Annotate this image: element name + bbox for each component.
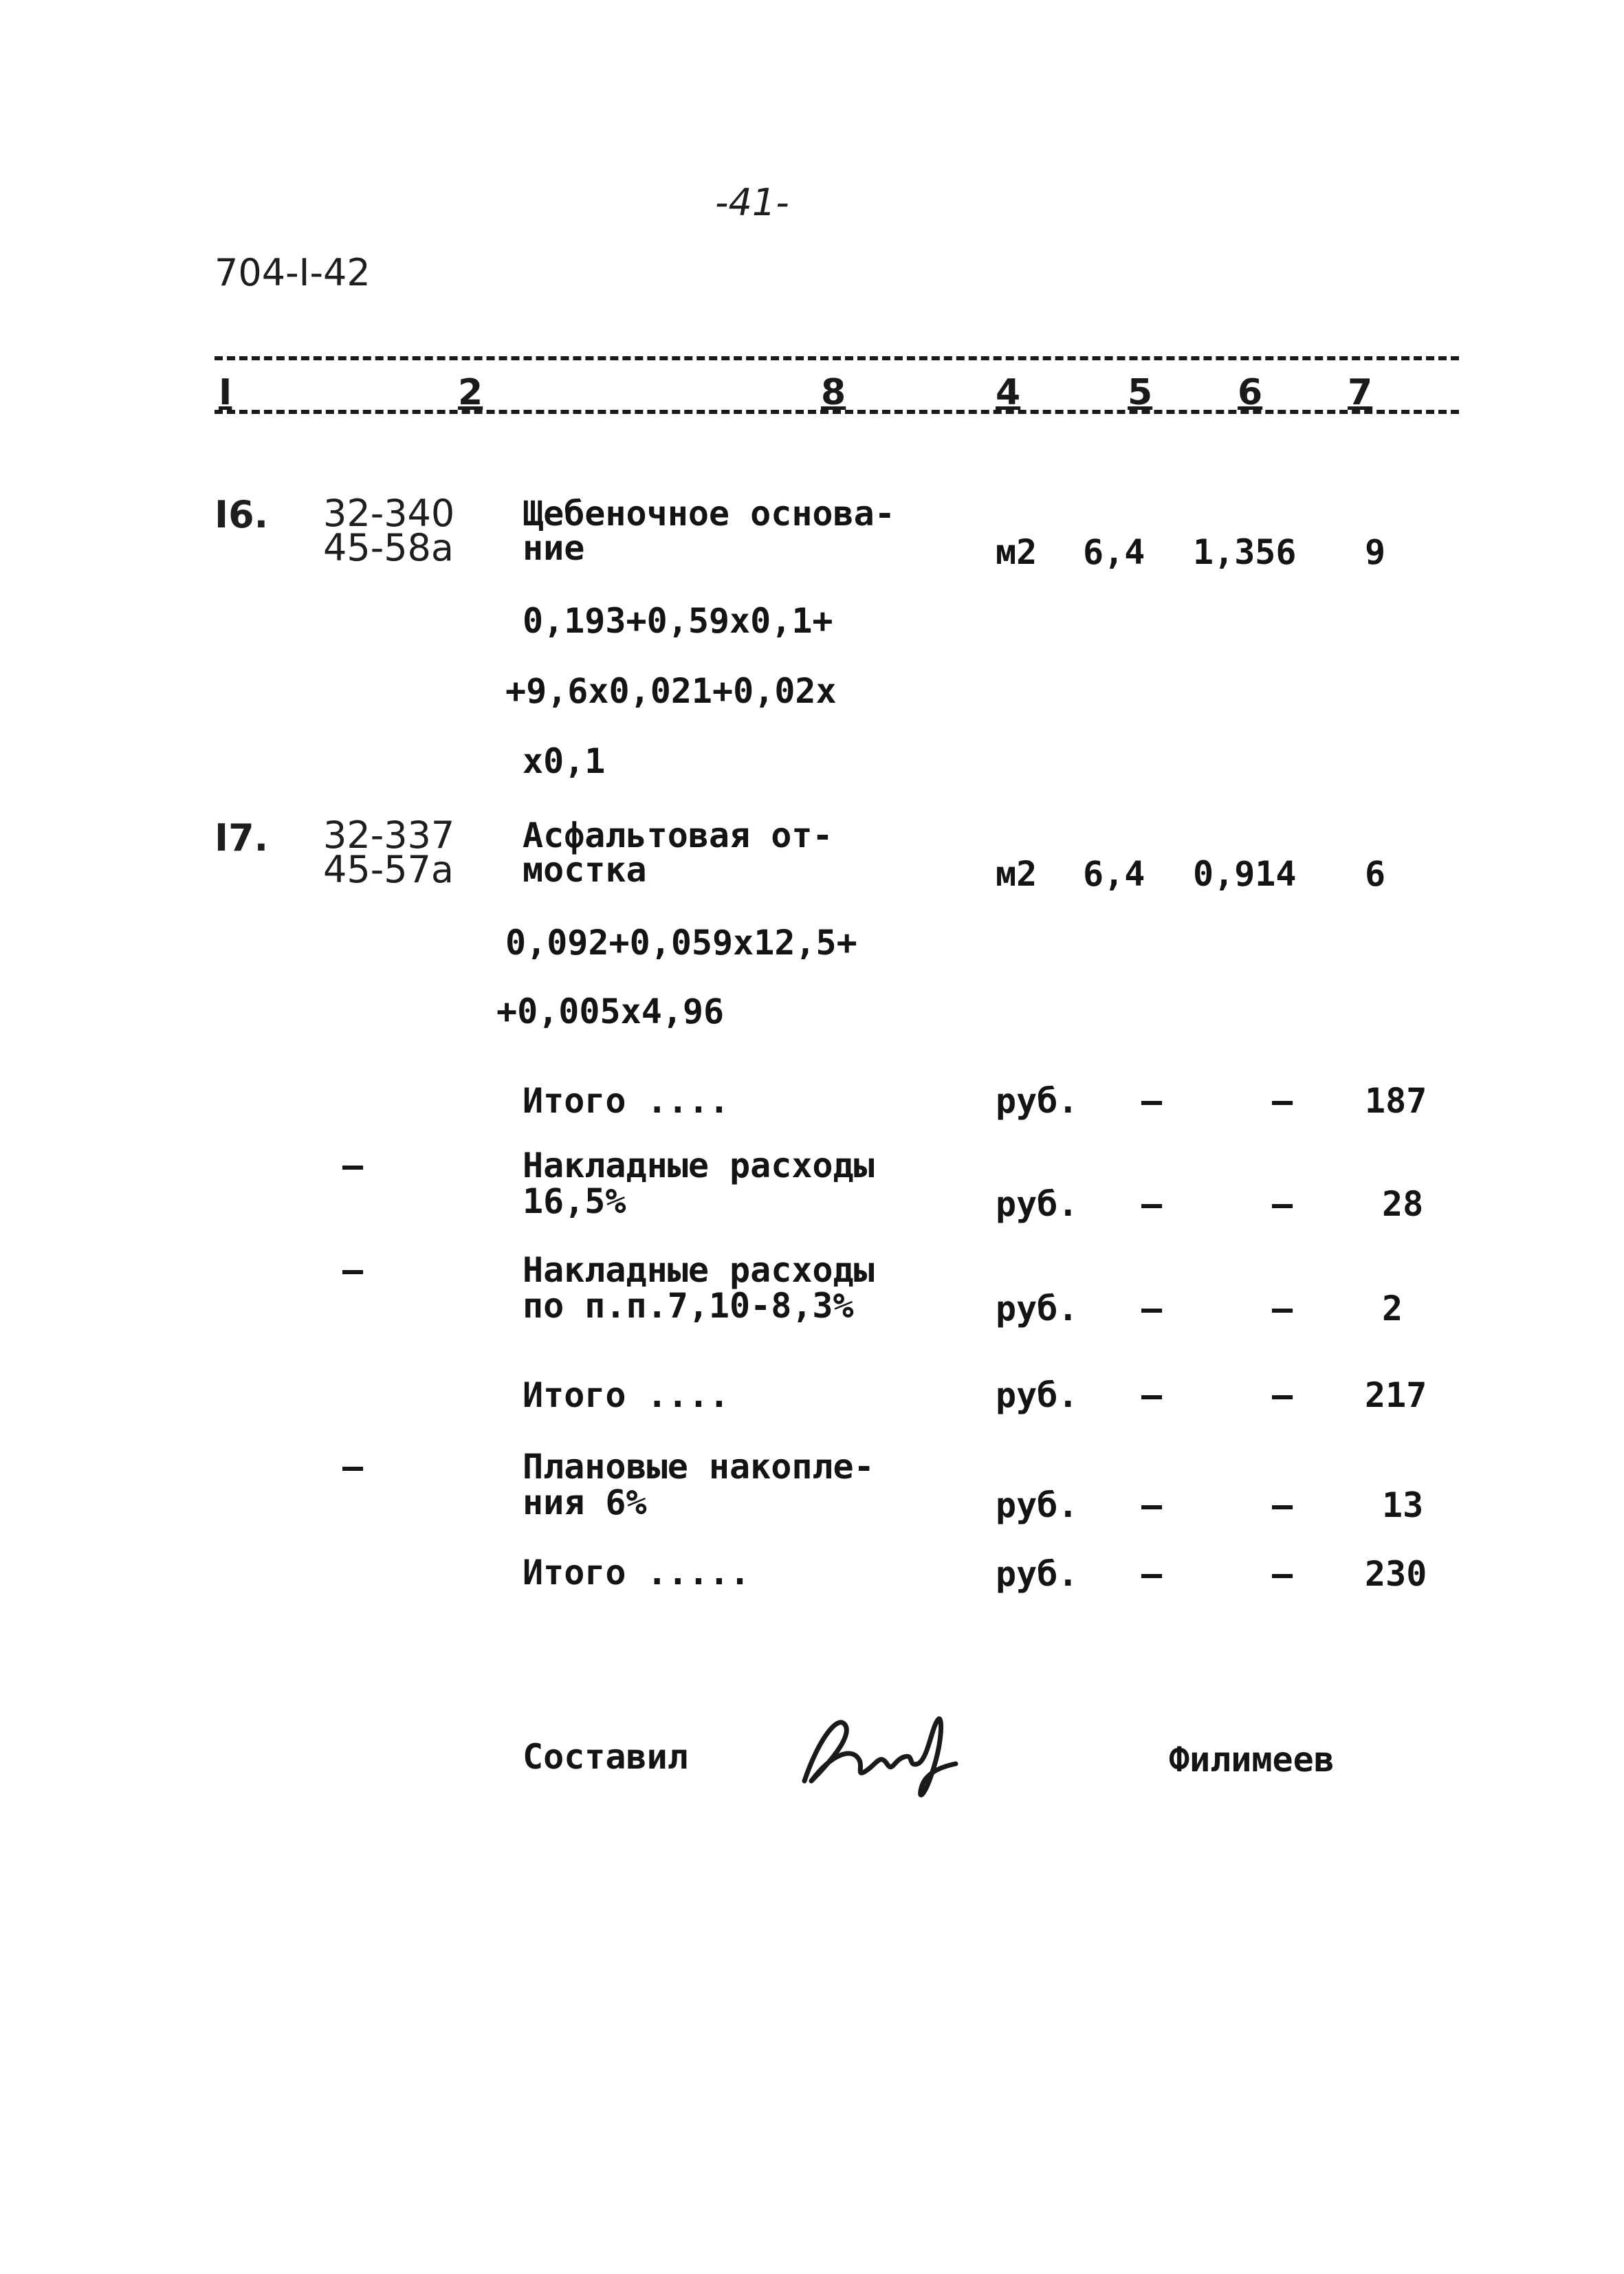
- summary-label-continued: 16,5%: [523, 1181, 626, 1221]
- summary-mark: —: [342, 1250, 364, 1290]
- summary-dash-col6: —: [1272, 1554, 1293, 1594]
- summary-total: 187: [1365, 1081, 1427, 1121]
- summary-total: 217: [1365, 1375, 1427, 1415]
- item-total: 9: [1365, 532, 1386, 572]
- item-name: Асфальтовая от-: [523, 816, 833, 855]
- summary-unit: руб.: [996, 1184, 1079, 1224]
- summary-label: Накладные расходы: [523, 1146, 875, 1185]
- item-formula-line: x0,1: [523, 741, 606, 781]
- summary-unit: руб.: [996, 1289, 1079, 1329]
- summary-label-continued: по п.п.7,10-8,3%: [523, 1286, 854, 1326]
- summary-label: Итого .....: [523, 1553, 751, 1593]
- item-quantity: 6,4: [1083, 532, 1145, 572]
- summary-label: Итого ....: [523, 1081, 730, 1121]
- item-name: Щебеночное основа-: [523, 494, 895, 534]
- summary-mark: —: [342, 1447, 364, 1487]
- item-unit: м2: [996, 854, 1038, 894]
- item-number: I7.: [215, 816, 269, 860]
- summary-dash-col6: —: [1272, 1375, 1293, 1415]
- summary-label-continued: ния 6%: [523, 1483, 647, 1522]
- summary-total: 28: [1382, 1184, 1424, 1224]
- item-total: 6: [1365, 854, 1386, 894]
- item-formula-line: 0,092+0,059x12,5+: [505, 923, 857, 963]
- item-formula-line: +9,6x0,021+0,02x: [505, 671, 837, 711]
- summary-dash-col5: —: [1141, 1184, 1163, 1224]
- header-rule-top: [215, 356, 1459, 360]
- document-code: 704-I-42: [215, 251, 371, 294]
- column-number-4: 4: [996, 372, 1021, 413]
- item-name-continued: ние: [523, 528, 585, 568]
- summary-unit: руб.: [996, 1081, 1079, 1121]
- summary-dash-col6: —: [1272, 1184, 1293, 1224]
- item-number: I6.: [215, 493, 269, 536]
- item-code: 32-340: [323, 492, 455, 535]
- summary-dash-col5: —: [1141, 1485, 1163, 1525]
- column-number-7: 7: [1348, 372, 1373, 413]
- column-number-6: 6: [1238, 372, 1263, 413]
- summary-unit: руб.: [996, 1485, 1079, 1525]
- summary-total: 13: [1382, 1485, 1424, 1525]
- item-formula-line: 0,193+0,59x0,1+: [523, 601, 833, 641]
- page-number: -41-: [715, 181, 789, 224]
- column-number-1: I: [219, 372, 232, 413]
- summary-label: Накладные расходы: [523, 1250, 875, 1290]
- summary-dash-col6: —: [1272, 1081, 1293, 1121]
- item-name-continued: мостка: [523, 850, 647, 890]
- item-code-secondary: 45-58a: [323, 526, 454, 569]
- item-unit: м2: [996, 532, 1038, 572]
- item-formula-line: +0,005x4,96: [496, 992, 725, 1031]
- item-price: 0,914: [1193, 854, 1297, 894]
- summary-mark: —: [342, 1146, 364, 1185]
- item-code: 32-337: [323, 813, 455, 857]
- summary-total: 230: [1365, 1554, 1427, 1594]
- column-number-2: 2: [458, 372, 483, 413]
- column-number-5: 5: [1128, 372, 1153, 413]
- summary-dash-col6: —: [1272, 1485, 1293, 1525]
- summary-dash-col5: —: [1141, 1554, 1163, 1594]
- summary-label: Итого ....: [523, 1375, 730, 1415]
- summary-dash-col5: —: [1141, 1289, 1163, 1329]
- column-number-3: 8: [821, 372, 846, 413]
- summary-unit: руб.: [996, 1375, 1079, 1415]
- summary-unit: руб.: [996, 1554, 1079, 1594]
- compiler-name: Филимеев: [1169, 1740, 1335, 1780]
- item-quantity: 6,4: [1083, 854, 1145, 894]
- summary-dash-col6: —: [1272, 1289, 1293, 1329]
- summary-total: 2: [1382, 1289, 1403, 1329]
- compiled-by-label: Составил: [523, 1737, 688, 1777]
- item-code-secondary: 45-57a: [323, 848, 454, 891]
- summary-dash-col5: —: [1141, 1081, 1163, 1121]
- item-price: 1,356: [1193, 532, 1297, 572]
- summary-label: Плановые накопле-: [523, 1447, 875, 1487]
- handwritten-signature: [791, 1698, 969, 1808]
- summary-dash-col5: —: [1141, 1375, 1163, 1415]
